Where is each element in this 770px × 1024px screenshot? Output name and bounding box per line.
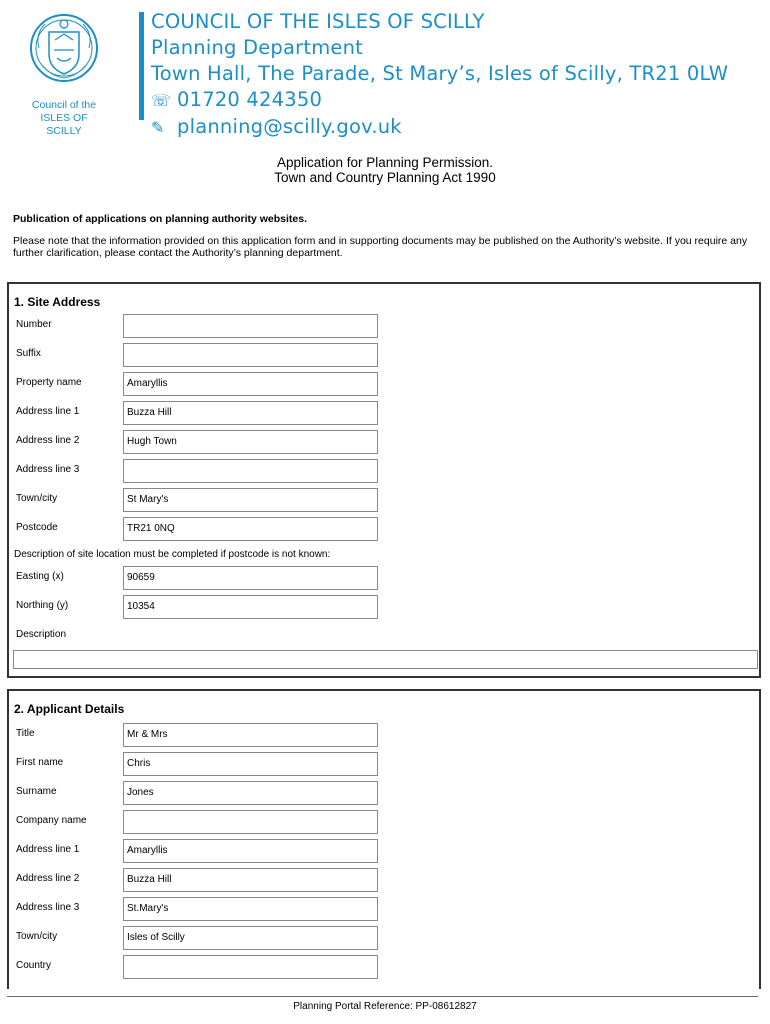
field-label: Address line 2 xyxy=(16,435,80,446)
form-title-line-1: Application for Planning Permission. xyxy=(276,155,494,170)
header-contact xyxy=(151,9,728,141)
postcode-field[interactable]: TR21 0NQ xyxy=(123,517,378,541)
field-row-first-name xyxy=(9,752,759,776)
field-row-address-line-3 xyxy=(9,897,759,921)
email-line xyxy=(151,114,728,141)
field-row-address-line-2 xyxy=(9,430,759,454)
first-name-field[interactable]: Chris xyxy=(123,752,378,776)
publication-notice: Please note that the information provided on this application form and in supporting documents may be published on the Authority’s website. If you require any further clarification, please contact the Authority’s planning department. xyxy=(13,235,748,259)
applicant-details-section xyxy=(7,689,761,989)
field-label: First name xyxy=(16,757,64,768)
field-label: Property name xyxy=(16,377,82,388)
phone-line xyxy=(151,87,728,114)
field-label: Town/city xyxy=(16,931,58,942)
field-label: Address line 1 xyxy=(16,844,80,855)
section-heading: 1. Site Address xyxy=(14,295,101,309)
field-label: Address line 3 xyxy=(16,902,80,913)
surname-field[interactable]: Jones xyxy=(123,781,378,805)
field-row-property-name xyxy=(9,372,759,396)
suffix-field[interactable] xyxy=(123,343,378,367)
applicant-address-line-1-field[interactable]: Amaryllis xyxy=(123,839,378,863)
field-row-address-line-2 xyxy=(9,868,759,892)
location-note: Description of site location must be completed if postcode is not known: xyxy=(14,549,331,560)
easting-field[interactable]: 90659 xyxy=(123,566,378,590)
northing-field[interactable]: 10354 xyxy=(123,595,378,619)
section-heading: 2. Applicant Details xyxy=(14,702,125,716)
field-row-postcode xyxy=(9,517,759,541)
title-field[interactable]: Mr & Mrs xyxy=(123,723,378,747)
site-address-section xyxy=(7,282,761,678)
applicant-town-city-field[interactable]: Isles of Scilly xyxy=(123,926,378,950)
country-field[interactable] xyxy=(123,955,378,979)
field-label: Country xyxy=(16,960,52,971)
field-label: Easting (x) xyxy=(16,571,64,582)
field-label: Address line 1 xyxy=(16,406,80,417)
phone-icon: ☏ xyxy=(151,91,172,110)
field-label: Address line 3 xyxy=(16,464,80,475)
description-field[interactable] xyxy=(13,650,758,669)
field-label: Town/city xyxy=(16,493,58,504)
field-row-suffix xyxy=(9,343,759,367)
field-label: Number xyxy=(16,319,52,330)
field-label: Address line 2 xyxy=(16,873,80,884)
council-address: Town Hall, The Parade, St Mary’s, Isles of Scilly, TR21 0LW xyxy=(151,62,729,85)
footer-divider xyxy=(7,996,758,997)
header-divider xyxy=(139,12,144,120)
form-title xyxy=(0,155,770,185)
council-name: COUNCIL OF THE ISLES OF SCILLY xyxy=(151,10,485,33)
mouse-pointer-icon: ✎ xyxy=(151,118,165,137)
field-row-number xyxy=(9,314,759,338)
description-label: Description xyxy=(16,629,67,640)
field-label: Surname xyxy=(16,786,57,797)
field-label: Postcode xyxy=(16,522,58,533)
council-seal-icon xyxy=(29,10,99,90)
council-logo xyxy=(22,10,106,138)
logo-line-2: ISLES OF SCILLY xyxy=(40,112,88,137)
applicant-address-line-3-field[interactable]: St.Mary's xyxy=(123,897,378,921)
field-row-company-name xyxy=(9,810,759,834)
town-city-field[interactable]: St Mary's xyxy=(123,488,378,512)
phone-number[interactable]: 01720 424350 xyxy=(177,88,323,111)
email-link[interactable]: planning@scilly.gov.uk xyxy=(177,115,402,138)
field-label: Company name xyxy=(16,815,87,826)
field-label: Northing (y) xyxy=(16,600,69,611)
field-row-address-line-1 xyxy=(9,401,759,425)
address-line-1-field[interactable]: Buzza Hill xyxy=(123,401,378,425)
field-row-country xyxy=(9,955,759,979)
field-row-address-line-1 xyxy=(9,839,759,863)
field-row-town-city xyxy=(9,926,759,950)
field-label: Title xyxy=(16,728,35,739)
number-field[interactable] xyxy=(123,314,378,338)
address-line-3-field[interactable] xyxy=(123,459,378,483)
field-row-northing xyxy=(9,595,759,619)
field-row-town-city xyxy=(9,488,759,512)
address-line-2-field[interactable]: Hugh Town xyxy=(123,430,378,454)
field-row-address-line-3 xyxy=(9,459,759,483)
portal-reference: Planning Portal Reference: PP-08612827 xyxy=(293,1001,477,1012)
field-row-surname xyxy=(9,781,759,805)
form-title-line-2: Town and Country Planning Act 1990 xyxy=(274,170,496,185)
field-row-title xyxy=(9,723,759,747)
logo-line-1: Council of the xyxy=(31,99,97,111)
publication-heading: Publication of applications on planning authority websites. xyxy=(13,213,308,225)
field-row-easting xyxy=(9,566,759,590)
company-name-field[interactable] xyxy=(123,810,378,834)
applicant-address-line-2-field[interactable]: Buzza Hill xyxy=(123,868,378,892)
property-name-field[interactable]: Amaryllis xyxy=(123,372,378,396)
field-label: Suffix xyxy=(16,348,41,359)
department-name: Planning Department xyxy=(151,36,363,59)
